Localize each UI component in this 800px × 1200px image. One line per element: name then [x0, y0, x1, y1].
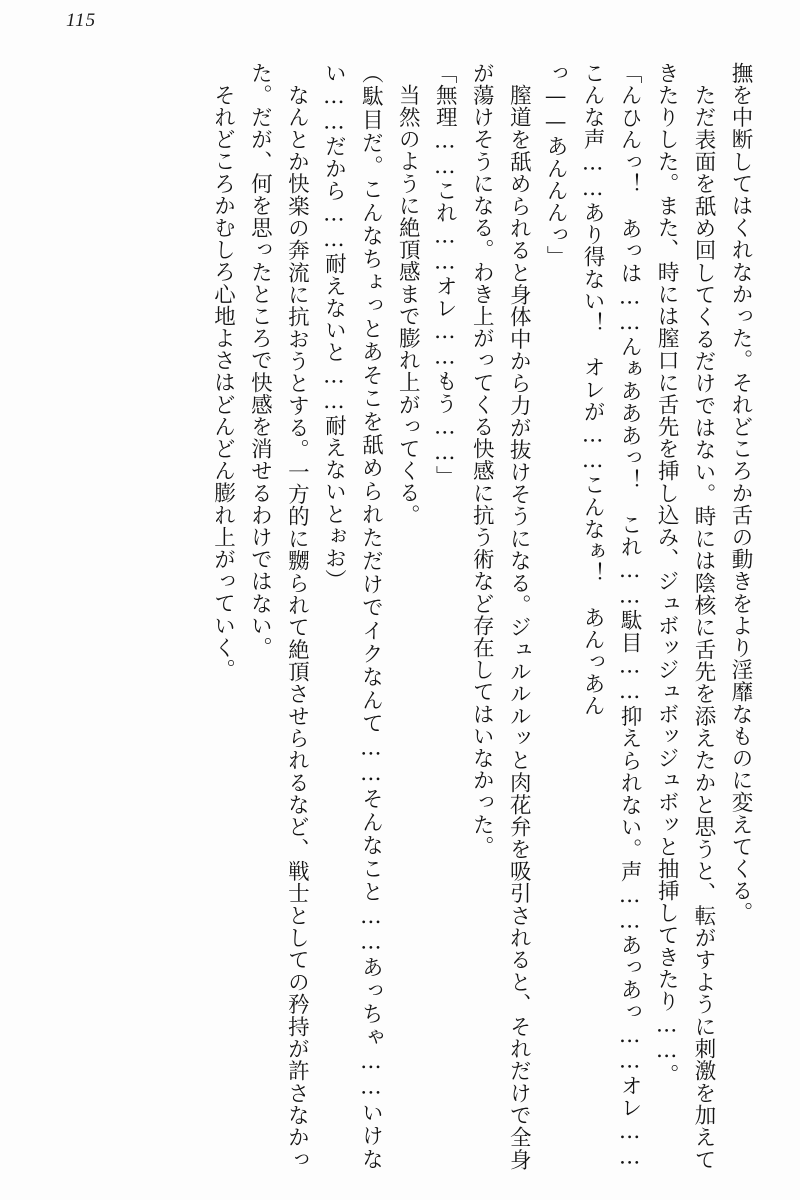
paragraph: 「無理……これ……オレ……もう……」 [432, 62, 458, 488]
paragraph: っ——あんんんっ」 [543, 62, 569, 268]
paragraph: （駄目だ。こんなちょっとあそこを舐められただけでイクなんて……そんなこと……あっちゃ……いけない……だから……耐えないと……耐えないとぉお） [321, 62, 384, 1170]
paragraph: 膣道を舐められると身体中から力が抜けそうになる。ジュルルルッと肉花弁を吸引されると、それだけで全身が蕩けそうになる。わき上がってくる快感に抗う術など存在してはいなかった。 [469, 62, 532, 1170]
page-number: 115 [66, 10, 97, 31]
paragraph: それどころかむしろ心地よさはどんどん膨れ上がっていく。 [210, 83, 236, 681]
page-text-body [42, 62, 758, 1170]
paragraph: 「んひんっ！ あっは……んぁあああっ！ これ……駄目……抑えられない。声……あっあっ……オレ……こんな声……あり得ない！ オレが……こんなぁ！ あんっあん [580, 62, 643, 1170]
paragraph: 当然のように絶頂感まで膨れ上がってくる。 [395, 83, 421, 526]
paragraph: 撫を中断してはくれなかった。それどころか舌の動きをより淫靡なものに変えてくる。 [728, 62, 753, 924]
paragraph: ただ表面を舐め回してくるだけではない。時には陰核に舌先を添えたかと思うと、転がすように刺激を加えてきたりした。また、時には膣口に舌先を挿し込み、ジュボッジュボッジュボッと抽挿してきたり……。 [654, 62, 717, 1170]
paragraph: なんとか快楽の奔流に抗おうとする。一方的に嬲られて絶頂させられるなど、戦士としての矜持が許さなかった。だが、何を思ったところで快感を消せるわけではない。 [247, 62, 310, 1170]
